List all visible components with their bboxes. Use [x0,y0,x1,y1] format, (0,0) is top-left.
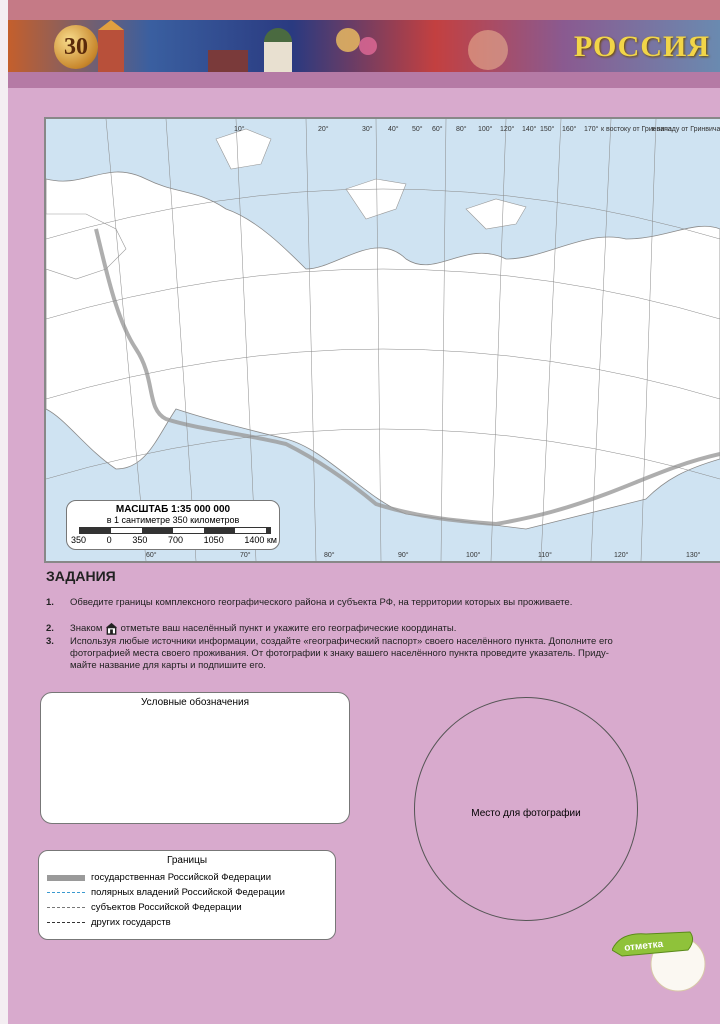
task-text-line: Используя любые источники информации, создайте «географический паспорт» своего населённого пункта. Дополните его [70,636,613,647]
scale-label: 0 [106,535,112,545]
contour-map [44,117,720,563]
west-note: к западу от Гринвича [652,126,720,133]
border-item-other [47,916,171,929]
map-drawing [46,119,720,561]
scale-label: 1050 [203,535,224,545]
scale-label: 350 [132,535,148,545]
borders-title: Границы [167,855,207,866]
lon-label-top: 100° [478,126,493,133]
map-scale [66,500,280,550]
badge-label: отметка [623,938,664,954]
region-title: РОССИЯ [573,30,710,63]
lon-label-top: 20° [318,126,329,133]
task-number: 2. [46,623,54,635]
scale-bar [79,527,271,534]
lon-label-top: 160° [562,126,577,133]
lon-label-top: 140° [522,126,537,133]
task-text-line: фотографией места своего проживания. От фотографии к знаку вашего населённого пункта проведите указатель. Приду- [70,648,609,659]
border-swatch [47,907,85,908]
border-label: субъектов Российской Федерации [91,902,242,913]
task-number: 3. [46,636,54,647]
lon-label-bottom: 60° [146,552,157,559]
lon-label-top: 170° [584,126,599,133]
lon-label-bottom: 130° [686,552,701,559]
lon-label-top: 60° [432,126,443,133]
lon-label-top: 30° [362,126,373,133]
lon-label-top: 50° [412,126,423,133]
border-item-polar [47,886,285,899]
banner-top-strip [8,0,720,20]
border-swatch [47,922,85,923]
scale-label: 700 [168,535,184,545]
border-item-state [47,871,271,884]
border-swatch [47,875,85,881]
task-number: 1. [46,597,54,608]
mark-badge [612,928,708,998]
task-text-line: майте название для карты и подпишите его. [70,660,266,671]
border-item-subjects [47,901,242,914]
lon-label-bottom: 80° [324,552,335,559]
scale-label: 1400 км [244,535,277,545]
lon-label-bottom: 120° [614,552,629,559]
photo-placeholder[interactable] [414,697,638,921]
legend-box[interactable] [40,692,350,824]
border-label: других государств [91,917,171,928]
borders-legend [38,850,336,940]
lon-label-bottom: 110° [538,552,552,559]
home-icon [105,622,118,635]
lon-label-top: 120° [500,126,515,133]
lon-label-top: 10° [234,126,245,133]
lon-label-bottom: 100° [466,552,481,559]
lon-label-top: 80° [456,126,467,133]
task-item [46,597,572,609]
scale-labels [71,535,277,545]
legend-title: Условные обозначения [140,697,250,708]
task-text: Обведите границы комплексного географического района и субъекта РФ, на территории которых вы проживаете. [70,597,573,608]
lon-label-top: 40° [388,126,399,133]
task-text: Знаком [70,623,103,635]
scale-title: МАСШТАБ 1:35 000 000 [115,504,231,515]
tasks-title: ЗАДАНИЯ [46,568,116,584]
border-label: полярных владений Российской Федерации [91,887,285,898]
east-note: к востоку от Гринвича [601,126,672,133]
lon-label-bottom: 90° [398,552,409,559]
task-item [46,636,613,648]
lon-label-bottom: 70° [240,552,251,559]
photo-label: Место для фотографии [471,808,581,819]
task-item [46,622,456,635]
page-number: 30 [54,25,98,69]
border-swatch [47,892,85,893]
task-text: отметьте ваш населённый пункт и укажите его географические координаты. [120,623,457,635]
border-label: государственная Российской Федерации [91,872,272,883]
scale-subtitle: в 1 сантиметре 350 километров [106,515,240,525]
banner-under-strip [8,72,720,88]
scale-label: 350 [71,535,87,545]
lon-label-top: 150° [540,126,555,133]
